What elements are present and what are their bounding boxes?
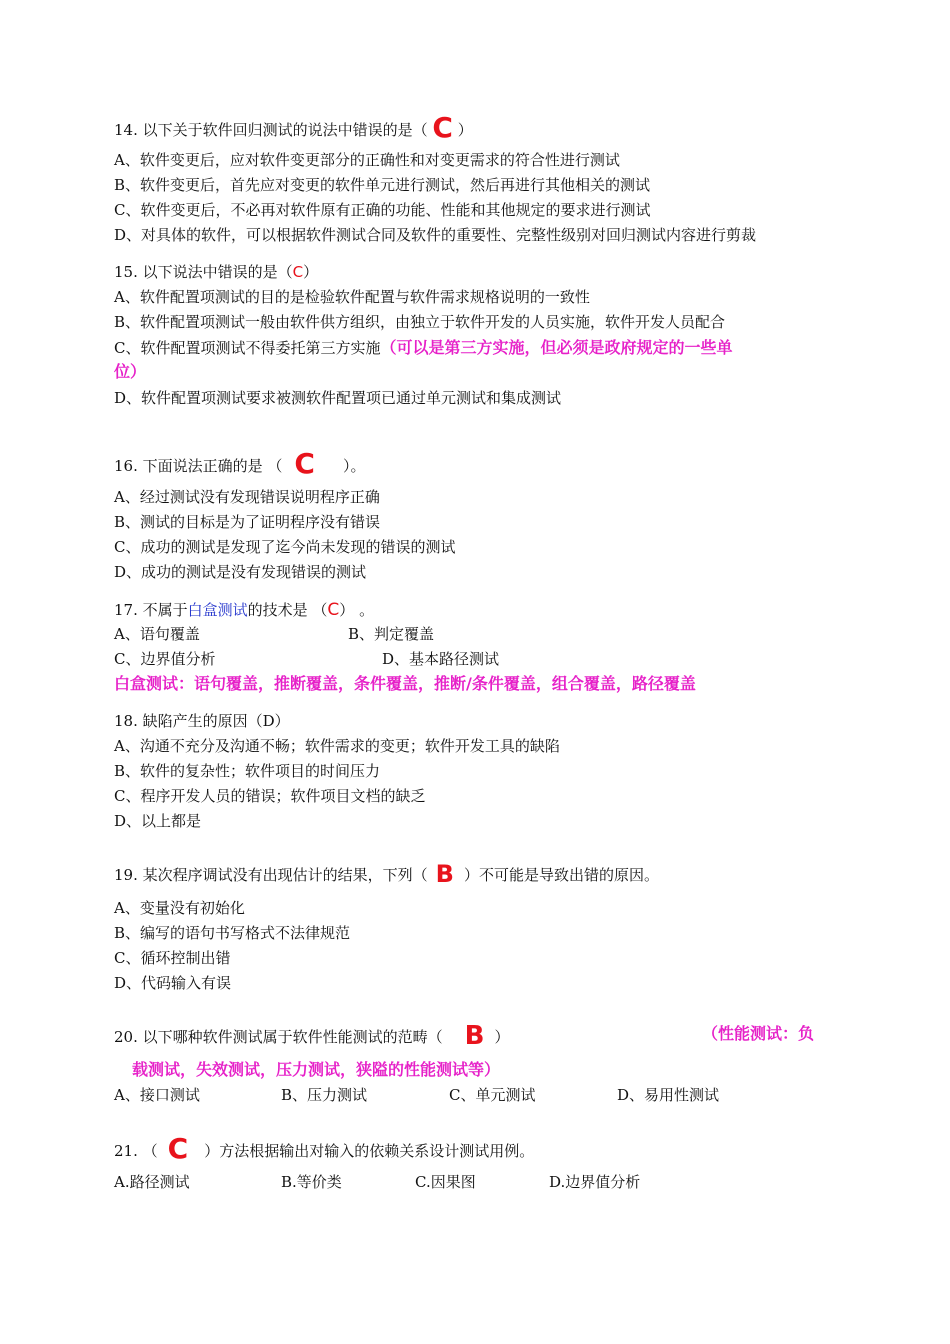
- q21-option-a: A.路径测试: [114, 1173, 190, 1191]
- q16-option-c: C、成功的测试是发现了迄今尚未发现的错误的测试: [114, 538, 456, 556]
- q15-option-a: A、软件配置项测试的目的是检验软件配置与软件需求规格说明的一致性: [114, 288, 590, 306]
- q14-option-a: A、软件变更后，应对软件变更部分的正确性和对变更需求的符合性进行测试: [114, 151, 620, 169]
- q21-option-d: D.边界值分析: [549, 1173, 641, 1191]
- question-14-stem: 14. 以下关于软件回归测试的说法中错误的是（ C ）: [114, 111, 473, 144]
- question-17-stem: 17. 不属于白盒测试的技术是 （C） 。: [114, 600, 375, 620]
- q15-option-c: C、软件配置项测试不得委托第三方实施（可以是第三方实施，但必须是政府规定的一些单: [114, 338, 733, 357]
- q21-option-b: B.等价类: [281, 1173, 342, 1191]
- question-16-stem: 16. 下面说法正确的是 （ C ）。: [114, 447, 366, 480]
- q20-option-d: D、易用性测试: [617, 1086, 720, 1104]
- q20-option-c: C、单元测试: [449, 1086, 536, 1104]
- q18-option-c: C、程序开发人员的错误；软件项目文档的缺乏: [114, 787, 426, 805]
- q15-option-b: B、软件配置项测试一般由软件供方组织，由独立于软件开发的人员实施，软件开发人员配合: [114, 313, 726, 331]
- q20-option-a: A、接口测试: [114, 1086, 200, 1104]
- q20-note: （性能测试：负: [702, 1024, 815, 1043]
- question-20-stem: 20. 以下哪种软件测试属于软件性能测试的范畴（ B ）: [114, 1021, 510, 1051]
- question-18-stem: 18. 缺陷产生的原因（D）: [114, 712, 290, 730]
- q17-option-a: A、语句覆盖: [114, 625, 200, 643]
- q17-option-b: B、判定覆盖: [348, 625, 435, 643]
- q20-option-b: B、压力测试: [281, 1086, 368, 1104]
- answer-20: B: [464, 1021, 485, 1051]
- answer-19: B: [435, 860, 454, 888]
- q20-note-continued: 载测试，失效测试，压力测试，狭隘的性能测试等）: [132, 1060, 501, 1079]
- q14-option-b: B、软件变更后，首先应对变更的软件单元进行测试，然后再进行其他相关的测试: [114, 176, 651, 194]
- q15-note-continued: 位）: [114, 362, 147, 381]
- q14-option-c: C、软件变更后，不必再对软件原有正确的功能、性能和其他规定的要求进行测试: [114, 201, 651, 219]
- q18-option-b: B、软件的复杂性；软件项目的时间压力: [114, 762, 381, 780]
- answer-16: C: [294, 447, 315, 480]
- q19-option-a: A、变量没有初始化: [114, 899, 245, 917]
- q16-option-a: A、经过测试没有发现错误说明程序正确: [114, 488, 380, 506]
- question-15-stem: 15. 以下说法中错误的是（C）: [114, 263, 319, 281]
- q15-note: （可以是第三方实施，但必须是政府规定的一些单: [380, 338, 733, 357]
- q17-option-d: D、基本路径测试: [382, 650, 500, 668]
- q14-option-d: D、对具体的软件，可以根据软件测试合同及软件的重要性、完整性级别对回归测试内容进行剪裁: [114, 226, 757, 244]
- q17-note: 白盒测试：语句覆盖，推断覆盖，条件覆盖，推断/条件覆盖，组合覆盖，路径覆盖: [114, 674, 696, 693]
- question-19-stem: 19. 某次程序调试没有出现估计的结果，下列（ B ）不可能是导致出错的原因。: [114, 860, 659, 888]
- answer-17: C: [327, 600, 340, 620]
- q19-option-d: D、代码输入有误: [114, 974, 232, 992]
- answer-21: C: [167, 1132, 189, 1165]
- q18-option-d: D、以上都是: [114, 812, 202, 830]
- q17-option-c: C、边界值分析: [114, 650, 216, 668]
- question-21-stem: 21. （ C ）方法根据输出对输入的依赖关系设计测试用例。: [114, 1132, 535, 1165]
- q19-option-b: B、编写的语句书写格式不法律规范: [114, 924, 351, 942]
- q21-option-c: C.因果图: [415, 1173, 476, 1191]
- q19-option-c: C、循环控制出错: [114, 949, 231, 967]
- answer-14: C: [432, 111, 453, 144]
- q15-option-d: D、软件配置项测试要求被测软件配置项已通过单元测试和集成测试: [114, 389, 562, 407]
- q16-option-d: D、成功的测试是没有发现错误的测试: [114, 563, 367, 581]
- answer-15: C: [292, 263, 304, 281]
- q16-option-b: B、测试的目标是为了证明程序没有错误: [114, 513, 381, 531]
- q18-option-a: A、沟通不充分及沟通不畅；软件需求的变更；软件开发工具的缺陷: [114, 737, 560, 755]
- white-box-testing-link[interactable]: 白盒测试: [187, 601, 248, 619]
